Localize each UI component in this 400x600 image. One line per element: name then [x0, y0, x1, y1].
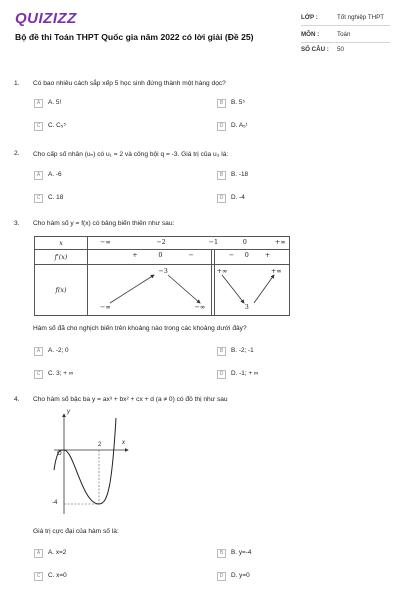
table-fprime-values — [88, 250, 290, 265]
option-letter: D — [217, 370, 226, 379]
tick-y-label: -4 — [52, 500, 58, 506]
option-letter: A — [34, 171, 43, 180]
option-text: D. -1; + ∞ — [231, 370, 259, 377]
table-x-values — [88, 237, 290, 250]
question-text: Cho hàm số y = f(x) có bảng biến thiên như sau: — [33, 220, 175, 227]
option-text: B. -18 — [231, 171, 249, 178]
question-subtext: Giá trị cực đại của hàm số là: — [33, 528, 119, 535]
option-text: D. A₅¹ — [231, 122, 248, 129]
option-text: C. 3; + ∞ — [48, 370, 74, 377]
meta-value: Toán — [337, 31, 351, 38]
option-letter: A — [34, 99, 43, 108]
question-text: Có bao nhiêu cách sắp xếp 5 học sinh đứng thành một hàng dọc? — [33, 80, 226, 87]
option-text: A. x=2 — [48, 549, 67, 556]
f-value: +∞ — [216, 267, 228, 275]
quizizz-logo: QUIZIZZ — [15, 10, 77, 27]
graph-svg — [52, 410, 134, 516]
sign: − — [228, 250, 235, 259]
option-a[interactable] — [34, 98, 214, 109]
option-a[interactable] — [34, 548, 214, 559]
option-text: C. x=0 — [48, 572, 67, 579]
x-value: −∞ — [100, 237, 111, 246]
sign: 0 — [244, 250, 249, 259]
option-letter: C — [34, 122, 43, 131]
option-letter: D — [217, 572, 226, 581]
option-b[interactable] — [217, 548, 397, 559]
question-number: 3. — [14, 220, 20, 227]
option-letter: C — [34, 194, 43, 203]
option-b[interactable] — [217, 170, 397, 181]
option-d[interactable] — [217, 369, 397, 380]
meta-key: LỚP : — [301, 14, 318, 21]
divider — [301, 42, 390, 43]
table-fprime-label: f'(x) — [35, 250, 88, 265]
axis-y-label: y — [67, 409, 70, 415]
option-c[interactable] — [34, 369, 214, 380]
option-text: A. -2; 0 — [48, 347, 69, 354]
x-value: −1 — [208, 237, 219, 246]
option-letter: B — [217, 99, 226, 108]
option-a[interactable] — [34, 170, 214, 181]
option-text: C. 18 — [48, 194, 64, 201]
option-text: A. 5! — [48, 99, 62, 106]
option-letter: B — [217, 549, 226, 558]
option-text: A. -6 — [48, 171, 62, 178]
f-value: −3 — [158, 267, 168, 275]
sign: + — [264, 250, 271, 259]
f-value: 3 — [244, 303, 249, 311]
option-c[interactable] — [34, 571, 214, 582]
table-f-label: f(x) — [35, 265, 88, 316]
option-c[interactable] — [34, 193, 214, 204]
option-letter: B — [217, 347, 226, 356]
option-text: C. C₅⁵ — [48, 122, 67, 129]
option-a[interactable] — [34, 346, 214, 357]
variation-arrows — [88, 265, 292, 315]
option-letter: C — [34, 572, 43, 581]
question-text: Cho hàm số bậc ba y = ax³ + bx² + cx + d (a ≠ 0) có đồ thị như sau — [33, 396, 228, 403]
cubic-graph — [52, 410, 134, 516]
sign: + — [132, 250, 138, 259]
question-number: 1. — [14, 80, 20, 87]
f-value: −∞ — [194, 303, 206, 311]
question-subtext: Hàm số đã cho nghịch biến trên khoảng nào trong các khoảng dưới đây? — [33, 325, 247, 332]
option-text: B. 5⁵ — [231, 99, 246, 106]
meta-value: Tốt nghiệp THPT — [337, 14, 385, 21]
tick-x-label: 2 — [98, 442, 102, 448]
sign: − — [188, 250, 194, 259]
option-d[interactable] — [217, 193, 397, 204]
table-f-values — [88, 265, 290, 316]
meta-key: SỐ CÂU : — [301, 46, 329, 53]
option-text: B. -2; -1 — [231, 347, 254, 354]
sign: 0 — [158, 250, 163, 259]
axis-x-label: x — [122, 440, 125, 446]
option-text: D. -4 — [231, 194, 245, 201]
table-x-label: x — [35, 237, 88, 250]
table-double-bar — [211, 249, 215, 266]
option-c[interactable] — [34, 121, 214, 132]
x-value: +∞ — [274, 237, 286, 246]
x-value: 0 — [242, 237, 247, 246]
option-text: B. y=-4 — [231, 549, 252, 556]
option-d[interactable] — [217, 121, 397, 132]
option-letter: D — [217, 194, 226, 203]
variation-table — [34, 236, 290, 316]
option-letter: C — [34, 370, 43, 379]
option-letter: A — [34, 347, 43, 356]
f-value: −∞ — [100, 303, 111, 311]
question-text: Cho cấp số nhân (uₙ) có u₁ = 2 và công bội q = -3. Giá trị của u₃ là: — [33, 151, 229, 158]
question-number: 4. — [14, 396, 20, 403]
option-d[interactable] — [217, 571, 397, 582]
divider — [301, 25, 390, 26]
option-letter: D — [217, 122, 226, 131]
document-title: Bộ đề thi Toán THPT Quốc gia năm 2022 có lời giải (Đề 25) — [15, 32, 254, 42]
origin-label: O — [57, 451, 62, 457]
option-text: D. y=0 — [231, 572, 250, 579]
option-b[interactable] — [217, 98, 397, 109]
x-value: −2 — [156, 237, 166, 246]
meta-value: 50 — [337, 46, 344, 53]
option-letter: A — [34, 549, 43, 558]
option-b[interactable] — [217, 346, 397, 357]
meta-key: MÔN : — [301, 31, 320, 38]
question-number: 2. — [14, 150, 20, 157]
f-value: +∞ — [270, 267, 282, 275]
option-letter: B — [217, 171, 226, 180]
